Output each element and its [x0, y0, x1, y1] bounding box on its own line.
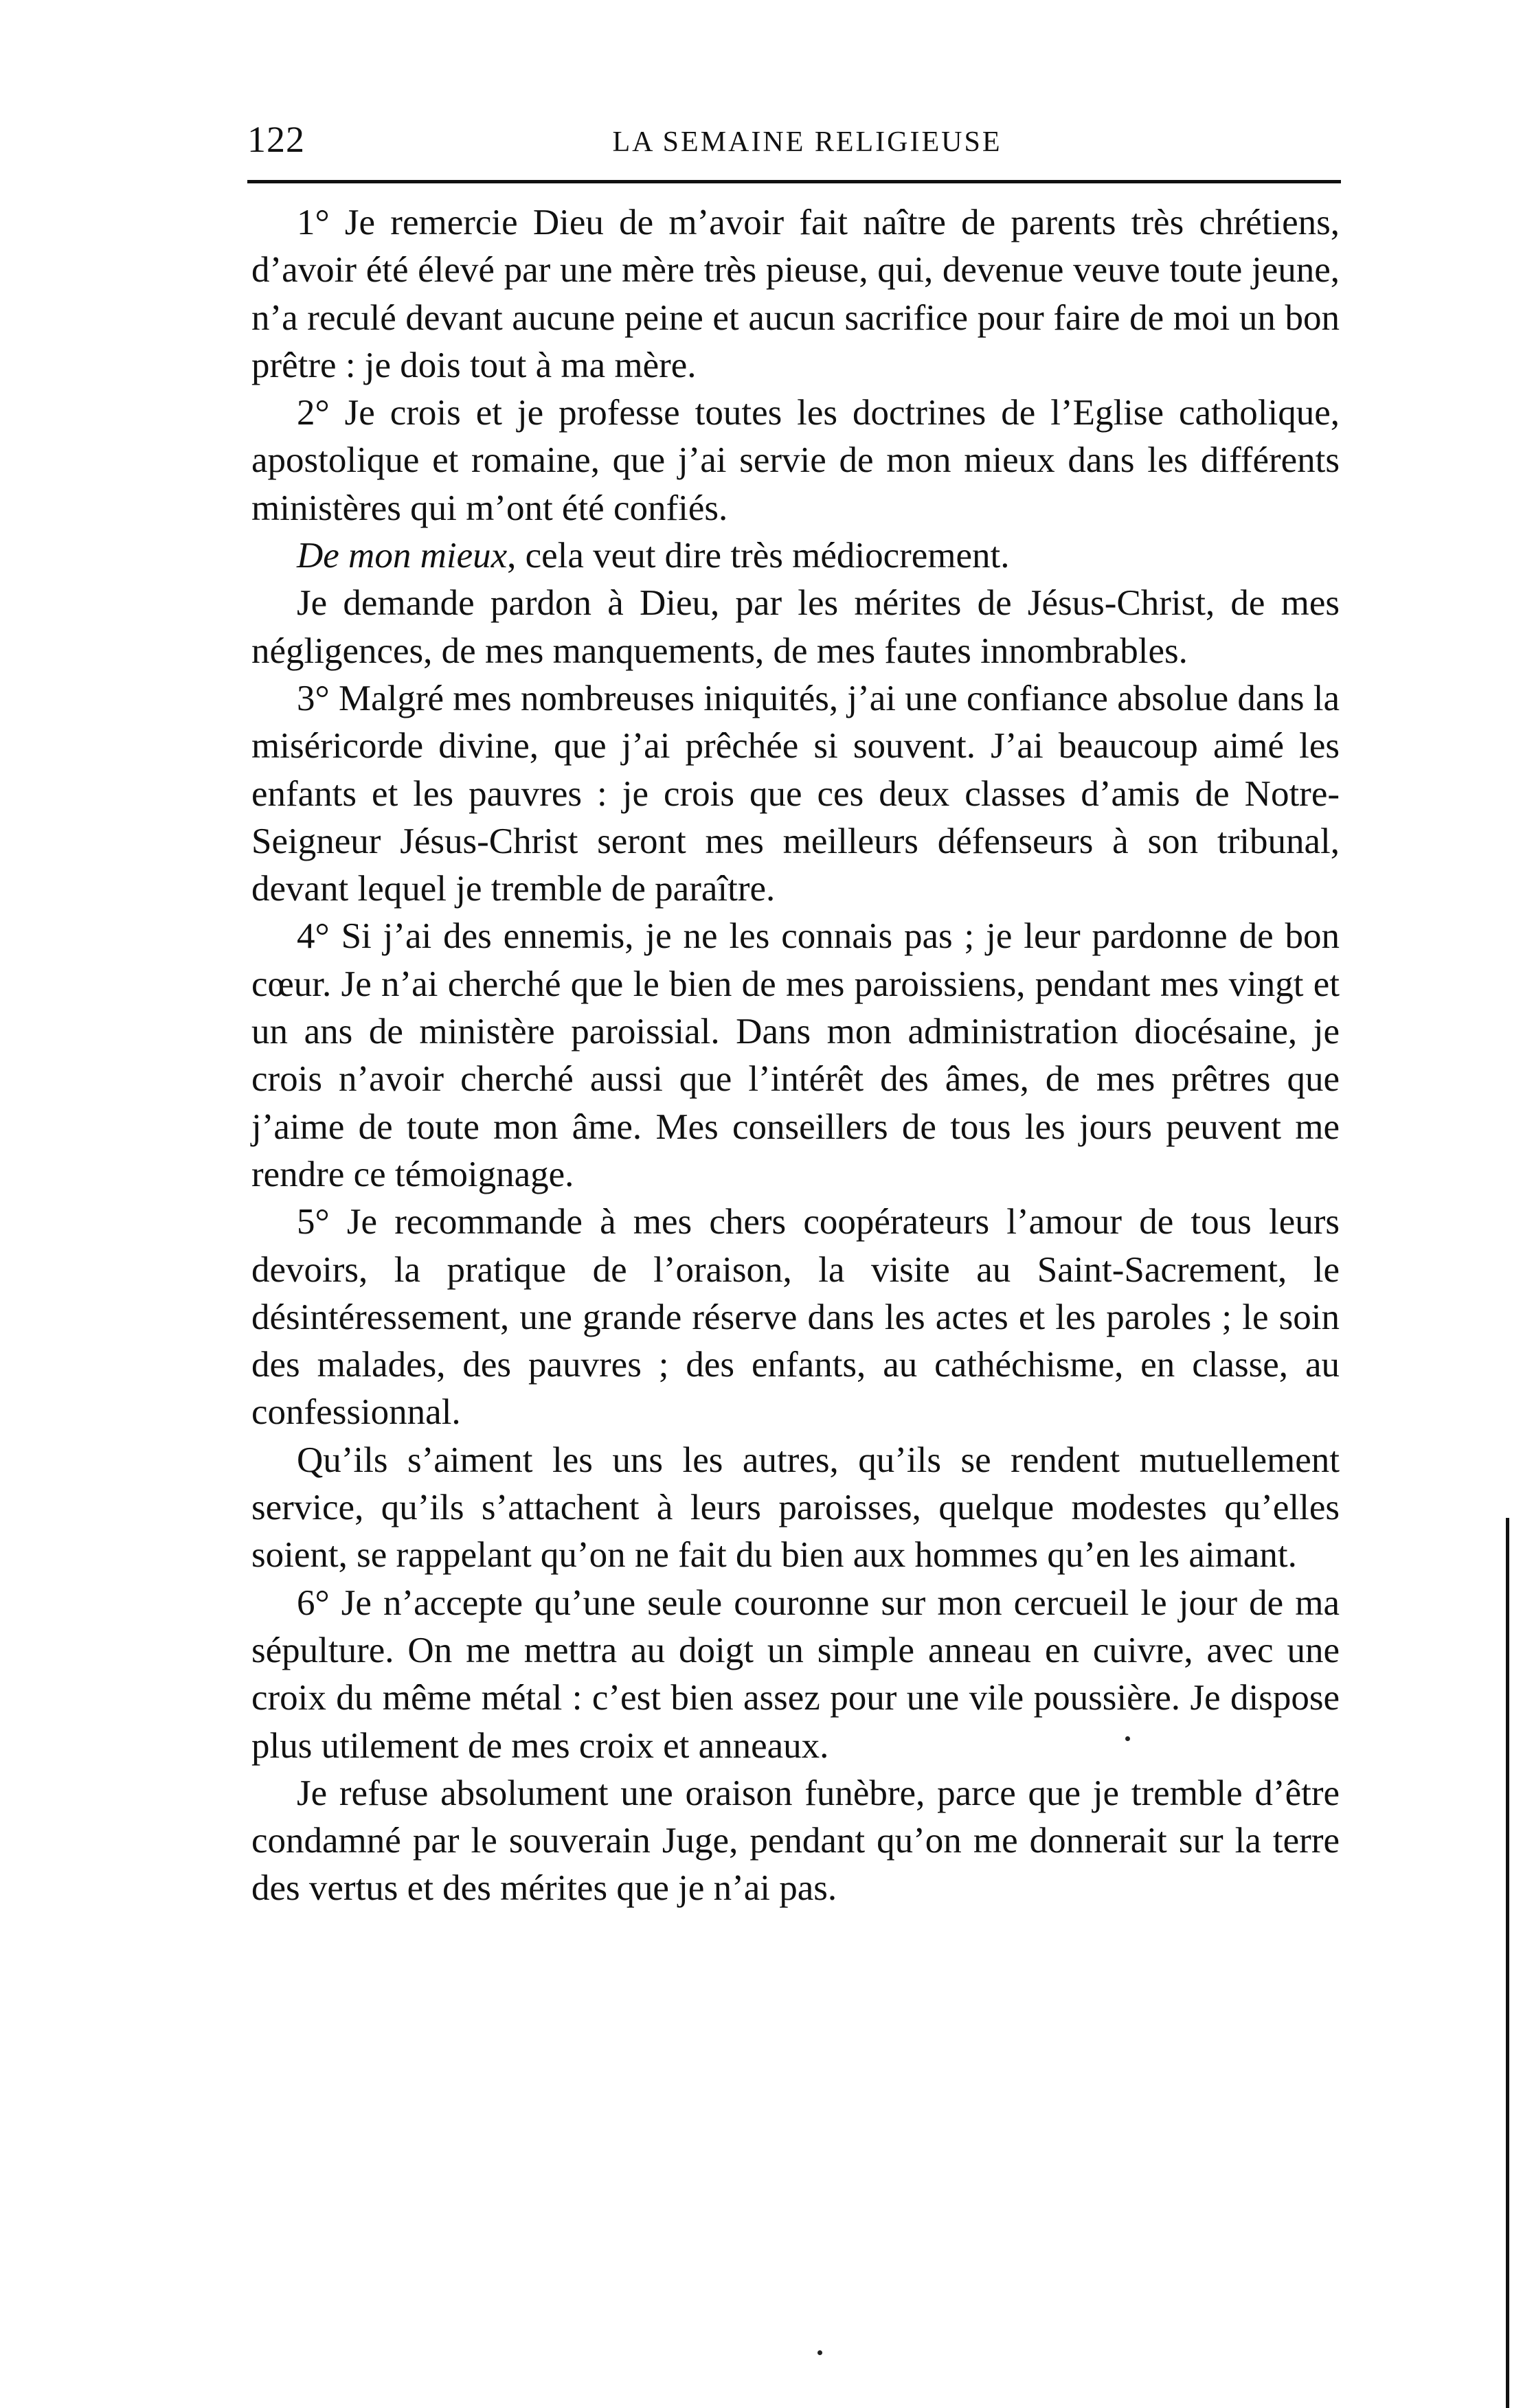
text-run: 6° Je n’accepte qu’une seule couronne sur mon cercueil le jour de ma sépulture. On me mettra au doigt un simple anneau en cuivre, avec une croix du même métal : c’est bien assez pour une vile poussière. Je dispose plus utilement de mes croix et anneaux.	[251, 1582, 1340, 1766]
text-run: Qu’ils s’aiment les uns les autres, qu’ils se rendent mutuellement service, qu’ils s’attachent à leurs paroisses, quelque modestes qu’elles soient, se rappelant qu’on ne fait du bien aux hommes qu’en les aimant.	[251, 1440, 1340, 1576]
paragraph-p5	[251, 675, 1340, 913]
page-header	[247, 115, 1340, 163]
print-speck	[1125, 1736, 1130, 1741]
text-run: 3° Malgré mes nombreuses iniquités, j’ai une confiance absolue dans la miséricorde divine, que j’ai prêchée si souvent. J’ai beaucoup aimé les enfants et les pauvres : je crois que ces deux classes d’amis de Notre-Seigneur Jésus-Christ seront mes meilleurs défenseurs à son tribunal, devant lequel je tremble de paraître.	[251, 678, 1340, 909]
page-edge-line	[1506, 1518, 1509, 2408]
paragraph-p1	[251, 199, 1340, 389]
text-run: 2° Je crois et je professe toutes les doctrines de l’Eglise catholique, apostolique et romaine, que j’ai servie de mon mieux dans les différents ministères qui m’ont été confiés.	[251, 393, 1340, 528]
paragraph-p10	[251, 1770, 1340, 1913]
text-run: Je demande pardon à Dieu, par les mérites de Jésus-Christ, de mes négligences, de mes manquements, de mes fautes innombrables.	[251, 583, 1340, 671]
paragraph-p4	[251, 580, 1340, 675]
text-run: 4° Si j’ai des ennemis, je ne les connais pas ; je leur pardonne de bon cœur. Je n’ai cherché que le bien de mes paroissiens, pendant mes vingt et un ans de ministère paroissial. Dans mon administration diocésaine, je crois n’avoir cherché aussi que l’intérêt des âmes, de mes prêtres que j’aime de toute mon âme. Mes conseillers de tous les jours peuvent me rendre ce témoignage.	[251, 916, 1340, 1194]
page-number: 122	[247, 119, 305, 160]
print-speck	[817, 2350, 822, 2355]
paragraph-p3	[251, 532, 1340, 580]
paragraph-p6	[251, 913, 1340, 1199]
running-title: LA SEMAINE RELIGIEUSE	[612, 126, 1002, 158]
text-run: 5° Je recommande à mes chers coopérateurs l’amour de tous leurs devoirs, la pratique de l’oraison, la visite au Saint-Sacrement, le désintéressement, une grande réserve dans les actes et les paroles ; le soin des malades, des pauvres ; des enfants, au cathéchisme, en classe, au confessionnal.	[251, 1202, 1340, 1433]
text-run: Je refuse absolument une oraison funèbre, parce que je tremble d’être condamné par le souverain Juge, pendant qu’on me donnerait sur la terre des vertus et des mérites que je n’ai pas.	[251, 1773, 1340, 1909]
body-text	[251, 199, 1340, 1913]
paragraph-p2	[251, 389, 1340, 532]
header-rule	[247, 180, 1341, 183]
paragraph-p7	[251, 1199, 1340, 1436]
text-run: , cela veut dire très médiocrement.	[507, 536, 1010, 576]
paragraph-p9	[251, 1580, 1340, 1770]
paragraph-p8	[251, 1437, 1340, 1580]
italic-phrase: De mon mieux	[297, 536, 508, 576]
text-run: 1° Je remercie Dieu de m’avoir fait naître de parents très chrétiens, d’avoir été élevé par une mère très pieuse, qui, devenue veuve toute jeune, n’a reculé devant aucune peine et aucun sacrifice pour faire de moi un bon prêtre : je dois tout à ma mère.	[251, 203, 1340, 385]
